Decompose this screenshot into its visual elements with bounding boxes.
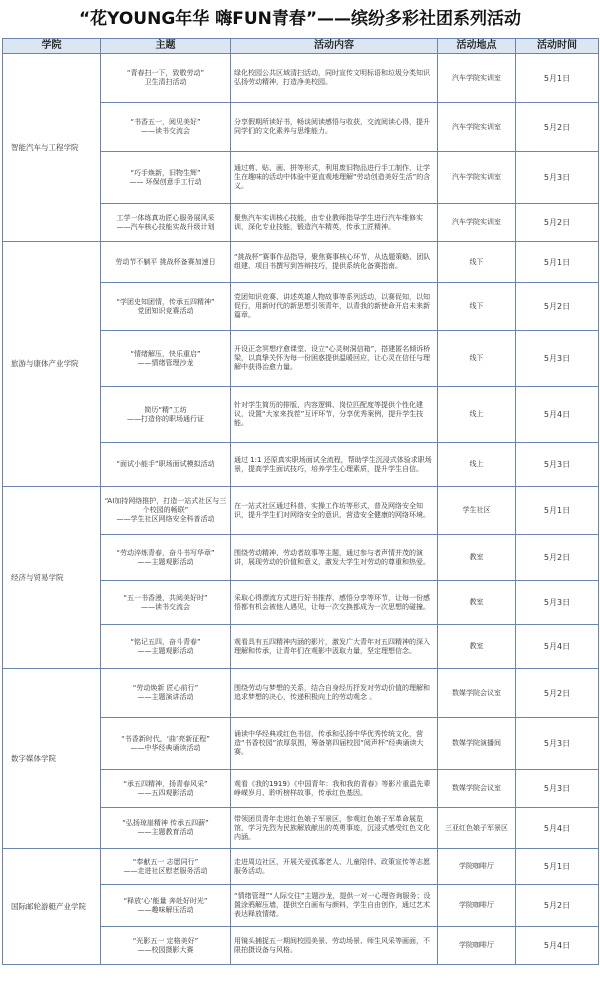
location-cell: 线下 xyxy=(438,242,516,283)
table-row xyxy=(3,54,599,103)
theme-subtitle: ——主题观影活动 xyxy=(137,646,194,655)
theme-cell xyxy=(101,885,231,927)
content-cell: 观看具有五四精神内涵的影片，激发广大青年对五四精神的深入理解和传承，让青年们在观影中汲取力量，坚定理想信念。 xyxy=(231,625,438,669)
theme-title: 工学一体练真功匠心服务展风采 xyxy=(116,213,215,222)
time-cell: 5月2日 xyxy=(516,535,599,581)
theme-cell xyxy=(101,487,231,535)
theme-title: “AI加持网络推护，打造一站式社区与三个校园的畅联” xyxy=(104,497,227,514)
content-cell: 针对学生简历的排版、内容逻辑、岗位匹配度等提供个性化建议，设置“大家来找茬”互评环节，分享优秀案例，提升学生技能。 xyxy=(231,387,438,443)
location-cell: 汽车学院实训室 xyxy=(438,152,516,204)
theme-title: “劳动淬炼青春，奋斗书写华章” xyxy=(116,548,215,557)
theme-title: 简历“精”工坊 xyxy=(144,405,187,414)
college-cell: 智能汽车与工程学院 xyxy=(3,54,101,242)
location-cell: 汽车学院实训室 xyxy=(438,103,516,152)
content-cell: 围绕劳动与梦想的关系，结合自身经历抒发对劳动价值的理解和追求梦想的决心，传递积极向上的劳动观念 。 xyxy=(231,669,438,718)
theme-subtitle: ——趣味解压活动 xyxy=(137,905,194,914)
location-cell: 学院咖啡厅 xyxy=(438,849,516,885)
theme-title: 劳动节不躺平 挑战杯备赛加速日 xyxy=(115,257,216,266)
location-cell: 教室 xyxy=(438,581,516,625)
theme-cell xyxy=(101,204,231,242)
content-cell: 通过剪、贴、画、拼等形式，利用废旧物品进行手工制作，让学生在趣味的活动中体验中更直观地理解“劳动创造美好生活”的含义。 xyxy=(231,152,438,204)
theme-cell xyxy=(101,581,231,625)
theme-cell xyxy=(101,242,231,283)
theme-subtitle: ——主题演讲活动 xyxy=(137,693,194,701)
theme-cell xyxy=(101,718,231,770)
table-row xyxy=(3,487,599,535)
theme-cell xyxy=(101,152,231,204)
time-cell: 5月3日 xyxy=(516,331,599,387)
time-cell: 5月1日 xyxy=(516,54,599,103)
theme-subtitle: ——打造你的职场通行证 xyxy=(127,414,204,423)
theme-title: “弘扬琼崖精神 传承五四薪” xyxy=(122,819,209,827)
college-cell: 旅游与康体产业学院 xyxy=(3,242,101,487)
theme-subtitle: ——读书交流会 xyxy=(141,602,190,611)
header-college: 学院 xyxy=(3,39,101,54)
theme-cell xyxy=(101,927,231,965)
theme-cell xyxy=(101,770,231,808)
time-cell: 5月4日 xyxy=(516,625,599,669)
theme-cell xyxy=(101,54,231,103)
theme-subtitle: ——走进社区慰老服务活动 xyxy=(123,866,208,875)
theme-subtitle: ——情绪管理沙龙 xyxy=(137,358,194,367)
time-cell: 5月3日 xyxy=(516,152,599,204)
theme-cell xyxy=(101,103,231,152)
theme-title: “劳动焕新 匠心前行” xyxy=(132,684,199,692)
location-cell: 线下 xyxy=(438,283,516,331)
time-cell: 5月3日 xyxy=(516,718,599,770)
theme-title: “巧手焕新，旧物生辉” xyxy=(130,168,201,177)
theme-subtitle: ——主题观影活动 xyxy=(137,557,194,566)
theme-cell xyxy=(101,625,231,669)
content-cell: 开设正念冥想疗愈课堂、设立“心灵树洞信箱”，搭建匿名倾诉桥梁，以真挚关怀为每一份困惑提供温暖回应，让心灵在信任与理解中获得治愈力量。 xyxy=(231,331,438,387)
content-cell: 绿化校园公共区域清扫活动，同时宣传文明标语和垃圾分类知识弘扬劳动精神，打造净美校园。 xyxy=(231,54,438,103)
content-cell: 诵读中华经典或红色书信，传承和弘扬中华优秀传统文化，营造“书香校园”浓厚氛围，筹备第四届校园“阅声杯”经典诵读大赛。 xyxy=(231,718,438,770)
time-cell: 5月3日 xyxy=(516,581,599,625)
college-cell: 经济与贸易学院 xyxy=(3,487,101,669)
time-cell: 5月2日 xyxy=(516,885,599,927)
theme-cell xyxy=(101,808,231,849)
content-cell: 观看《我的1919》《中国青年：我和我的青春》等影片重温先辈峥嵘岁月、聆听榜样故事，传承红色基因。 xyxy=(231,770,438,808)
time-cell: 5月1日 xyxy=(516,242,599,283)
content-cell: 带领团员青年走进红色娘子军景区，参观红色娘子军革命展览馆，学习先烈为民族解放献出的英勇事迹，沉浸式感受红色文化内涵。 xyxy=(231,808,438,849)
page-title: “花YOUNG年华 嗨FUN青春”——缤纷多彩社团系列活动 xyxy=(78,9,522,29)
location-cell: 汽车学院实训室 xyxy=(438,204,516,242)
theme-title: “学团史知团情，传承五四精神” xyxy=(116,297,215,306)
theme-cell xyxy=(101,283,231,331)
time-cell: 5月2日 xyxy=(516,204,599,242)
theme-title: “铭记五四，奋斗青春” xyxy=(130,637,201,646)
table-row xyxy=(3,242,599,283)
content-cell: “情绪管理”“人际交往”主题沙龙，提供一对一心理咨询服务；设置涂鸦解压墙，提供空白画布与颜料，学生自由创作，通过艺术表达释放情绪。 xyxy=(231,885,438,927)
theme-title: “五一书香漫，共阅美好时” xyxy=(123,593,208,602)
college-cell: 国际邮轮游艇产业学院 xyxy=(3,849,101,965)
location-cell: 数媒学院会议室 xyxy=(438,770,516,808)
location-cell: 线上 xyxy=(438,387,516,443)
location-cell: 线上 xyxy=(438,443,516,487)
theme-title: “情绪解压，快乐重启” xyxy=(130,349,201,358)
theme-subtitle: ——五四观影活动 xyxy=(137,788,194,797)
table-row xyxy=(3,849,599,885)
content-cell: 党团知识竞赛、讲述英雄人物故事等系列活动，以赛促知，以知促行，用新时代的新思想引领青年，以青我的新使命开启未来新篇章。 xyxy=(231,283,438,331)
time-cell: 5月2日 xyxy=(516,283,599,331)
theme-cell xyxy=(101,849,231,885)
content-cell: “挑战杯”赛事作品指导，聚焦赛事核心环节，从选题策略、团队组建、项目书撰写到答辩技巧，提供系统化备赛指南。 xyxy=(231,242,438,283)
theme-cell xyxy=(101,669,231,718)
content-cell: 采取心得漂流方式进行好书推荐、感悟分享等环节，让每一份感悟都有机会被他人遇见，让每一次交换都成为一次思想的碰撞。 xyxy=(231,581,438,625)
theme-title: “承五四精神，扬青春风采” xyxy=(123,779,208,788)
content-cell: 用镜头捕捉五一期间校园美景、劳动场景、师生风采等画面，不限拍摄设备与风格。 xyxy=(231,927,438,965)
theme-title: “青春扫一下，致敬劳动” xyxy=(126,69,205,77)
theme-title: “释放‘心’能量 奔赴好时光” xyxy=(123,896,208,905)
theme-title: “奉献五一 志愿同行” xyxy=(132,857,199,866)
theme-subtitle: —— 环保创意手工行动 xyxy=(129,177,202,186)
theme-subtitle: ——校园摄影大赛 xyxy=(137,945,194,954)
time-cell: 5月4日 xyxy=(516,808,599,849)
theme-cell xyxy=(101,331,231,387)
location-cell: 数媒学院会议室 xyxy=(438,669,516,718)
activity-table xyxy=(2,38,599,965)
header-content: 活动内容 xyxy=(231,39,438,54)
theme-subtitle: ——学生社区网络安全科普活动 xyxy=(116,515,215,523)
time-cell: 5月2日 xyxy=(516,103,599,152)
college-cell: 数字媒体学院 xyxy=(3,669,101,849)
theme-cell xyxy=(101,387,231,443)
location-cell: 线下 xyxy=(438,331,516,387)
time-cell: 5月1日 xyxy=(516,849,599,885)
header-theme: 主题 xyxy=(101,39,231,54)
location-cell: 汽车学院实训室 xyxy=(438,54,516,103)
location-cell: 学院咖啡厅 xyxy=(438,885,516,927)
content-cell: 在一站式社区通过科普、实操工作坊等形式，普及网络安全知识，提升学生们对网络安全的意识，营造安全健康的网络环境。 xyxy=(231,487,438,535)
location-cell: 教室 xyxy=(438,535,516,581)
theme-title: “光影五一 定格美好” xyxy=(132,936,199,945)
table-header-row xyxy=(3,39,599,54)
theme-title: “书香五一，阅见美好” xyxy=(130,118,201,126)
theme-subtitle: ——汽车核心技能实战升级计划 xyxy=(116,222,215,231)
location-cell: 教室 xyxy=(438,625,516,669)
content-cell: 走进周边社区，开展关爱孤寡老人、儿童陪伴、政策宣传等志愿服务活动。 xyxy=(231,849,438,885)
time-cell: 5月3日 xyxy=(516,443,599,487)
header-time: 活动时间 xyxy=(516,39,599,54)
theme-subtitle: 党团知识竞赛活动 xyxy=(137,306,194,315)
time-cell: 5月4日 xyxy=(516,387,599,443)
content-cell: 聚焦汽车实训核心技能，由专业教师指导学生进行汽车维修实训，深化专业技能，锻造汽车精英，传承工匠精神。 xyxy=(231,204,438,242)
content-cell: 分享假期所读好书，畅谈阅读感悟与收获，交流阅读心得，提升同学们的文化素养与思维能力。 xyxy=(231,103,438,152)
theme-subtitle: ——读书交流会 xyxy=(141,127,190,135)
time-cell: 5月4日 xyxy=(516,927,599,965)
theme-subtitle: 卫生清扫活动 xyxy=(144,78,187,86)
theme-cell xyxy=(101,443,231,487)
table-row xyxy=(3,669,599,718)
theme-subtitle: ——中华经典诵读活动 xyxy=(130,743,201,752)
time-cell: 5月3日 xyxy=(516,770,599,808)
location-cell: 三亚红色娘子军景区 xyxy=(438,808,516,849)
time-cell: 5月1日 xyxy=(516,487,599,535)
table-body xyxy=(3,54,599,965)
header-location: 活动地点 xyxy=(438,39,516,54)
location-cell: 数媒学院演播间 xyxy=(438,718,516,770)
theme-subtitle: ——主题教育活动 xyxy=(137,828,194,836)
location-cell: 学生社区 xyxy=(438,487,516,535)
location-cell: 学院咖啡厅 xyxy=(438,927,516,965)
theme-title: “面试小能手”职场面试模拟活动 xyxy=(116,460,215,468)
theme-cell xyxy=(101,535,231,581)
content-cell: 通过 1:1 还原真实职场面试全流程，帮助学生沉浸式体验求职场景，提高学生面试技巧，培养学生心理素质，提升学生自信。 xyxy=(231,443,438,487)
content-cell: 围绕劳动精神、劳动者故事等主题，通过参与者声情并茂的演讲，展现劳动的价值和意义，激发大学生对劳动的尊重和热爱。 xyxy=(231,535,438,581)
time-cell: 5月2日 xyxy=(516,669,599,718)
theme-title: “书香新时代，‘曲’亮新征程” xyxy=(121,734,210,743)
